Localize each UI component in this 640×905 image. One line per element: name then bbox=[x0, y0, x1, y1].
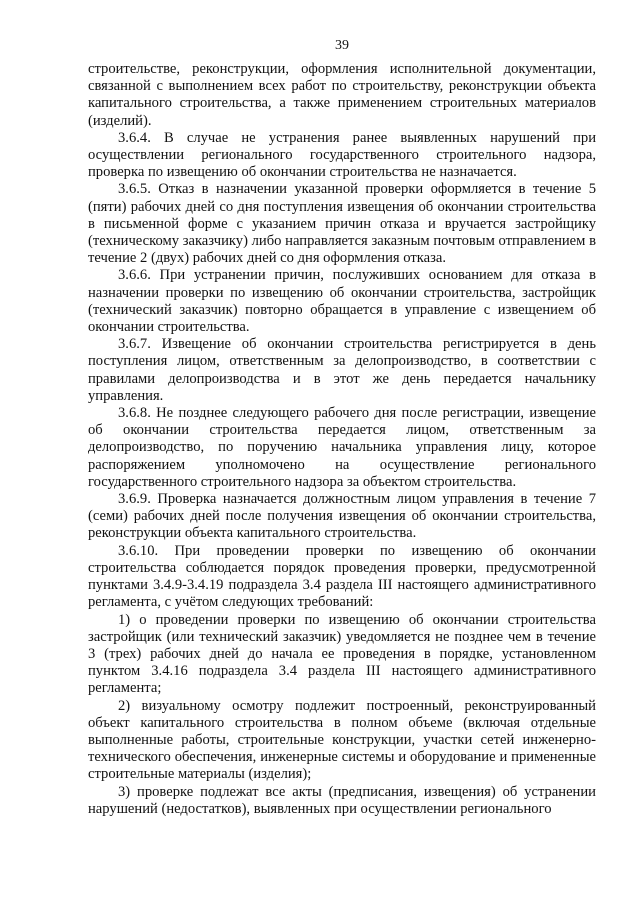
paragraph-continuation: строительстве, реконструкции, оформления исполнительной документации, связанной с выполнением всех работ по строительству, реконструкции объекта капитального строительства, а также применением строительных материалов (изделий). bbox=[88, 61, 596, 129]
paragraph-3-6-9: 3.6.9. Проверка назначается должностным лицом управления в течение 7 (семи) рабочих дней после получения извещения об окончании строительства, реконструкции объекта капитального строительства. bbox=[88, 491, 596, 542]
list-item-2: 2) визуальному осмотру подлежит построенный, реконструированный объект капитального строительства в полном объеме (включая отдельные выполненные работы, строительные конструкции, участки сетей инженерно-технического обеспечения, инженерные системы и оборудование и примененные строительные материалы (изделия); bbox=[88, 697, 596, 783]
document-body bbox=[88, 61, 596, 818]
paragraph-3-6-6: 3.6.6. При устранении причин, послуживших основанием для отказа в назначении проверки по извещению об окончании строительства, застройщик (технический заказчик) повторно обращается в управление с извещением об окончании строительства. bbox=[88, 267, 596, 336]
paragraph-3-6-10: 3.6.10. При проведении проверки по извещению об окончании строительства соблюдается порядок проведения проверки, предусмотренной пунктами 3.4.9-3.4.19 подраздела 3.4 раздела III настоящего административного регламента, с учётом следующих требований: bbox=[88, 542, 596, 611]
list-item-1: 1) о проведении проверки по извещению об окончании строительства застройщик (или технический заказчик) уведомляется не позднее чем в течение 3 (трех) рабочих дней до начала ее проведения в порядке, установленном пунктом 3.4.16 подраздела 3.4 раздела III настоящего административного регламента; bbox=[88, 611, 596, 697]
list-item-3: 3) проверке подлежат все акты (предписания, извещения) об устранении нарушений (недостатков), выявленных при осуществлении регионального bbox=[88, 783, 596, 817]
page-number: 39 bbox=[335, 38, 349, 53]
paragraph-3-6-7: 3.6.7. Извещение об окончании строительства регистрируется в день поступления лицом, ответственным за делопроизводство, в соответствии с правилами делопроизводства и в этот же день передается начальнику управления. bbox=[88, 336, 596, 404]
paragraph-3-6-4: 3.6.4. В случае не устранения ранее выявленных нарушений при осуществлении регионального государственного строительного надзора, проверка по извещению об окончании строительства не назначается. bbox=[88, 129, 596, 181]
paragraph-3-6-8: 3.6.8. Не позднее следующего рабочего дня после регистрации, извещение об окончании строительства передается лицом, ответственным за делопроизводство, по поручению начальника управления лицу, которое распоряжением уполномочено на осуществление регионального государственного строительного надзора за объектом строительства. bbox=[88, 405, 596, 490]
paragraph-3-6-5: 3.6.5. Отказ в назначении указанной проверки оформляется в течение 5 (пяти) рабочих дней со дня поступления извещения об окончании строительства в письменной форме с указанием причин отказа и вручается застройщику (техническому заказчику) либо направляется заказным почтовым отправлением в течение 2 (двух) рабочих дней со дня оформления отказа. bbox=[88, 181, 596, 267]
